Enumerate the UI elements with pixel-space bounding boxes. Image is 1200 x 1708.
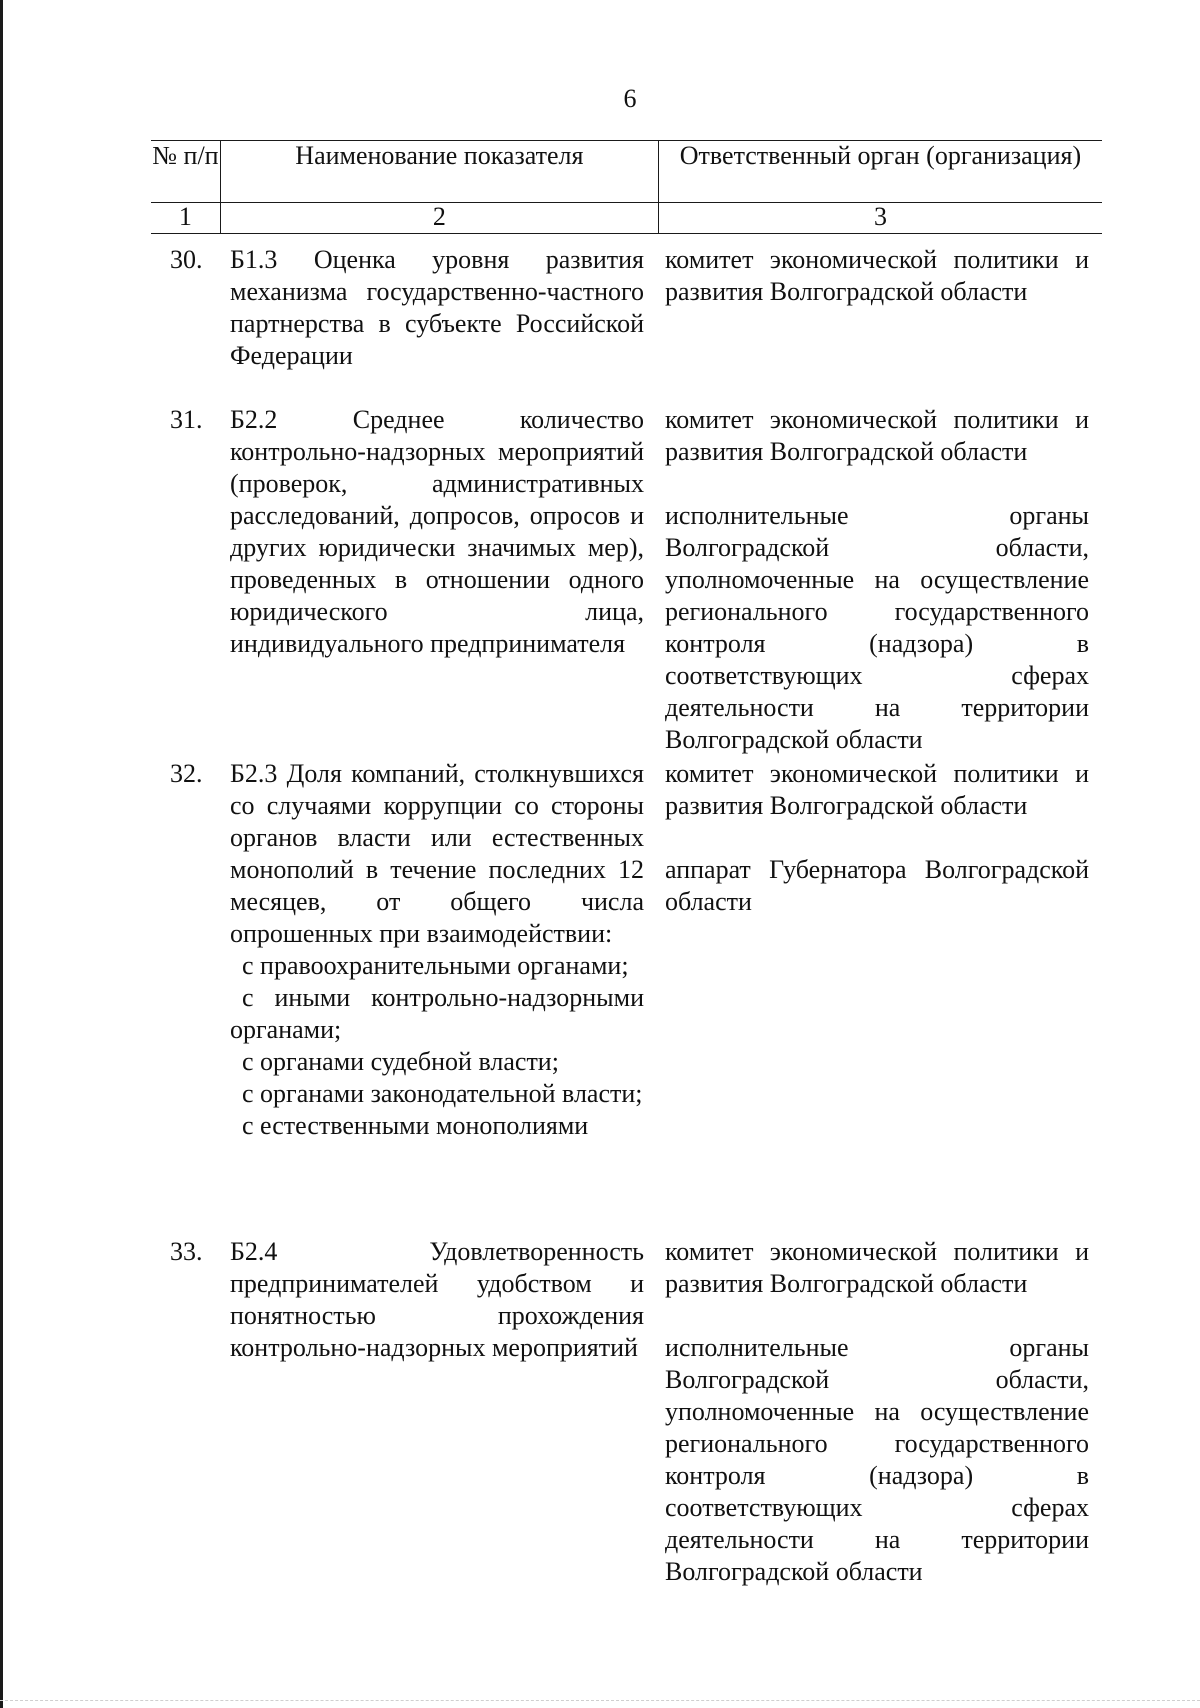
header-col-responsible-index: 3 bbox=[658, 203, 1102, 234]
indicator-text: Б2.3 Доля компаний, столкнувшихся со случаями коррупции со стороны органов власти или естественных монополий в течение последних 12 месяцев, от общего числа опрошенных при взаимодействии: bbox=[230, 759, 644, 948]
responsible-text: аппарат Губернатора Волгоградской области bbox=[665, 855, 1089, 916]
sub-item: с органами судебной власти; bbox=[242, 1047, 559, 1076]
page-number: 6 bbox=[623, 84, 637, 113]
header-col-responsible: Ответственный орган (организация) bbox=[658, 141, 1102, 203]
row-number: 32. bbox=[170, 759, 203, 788]
header-col-indicator-index: 2 bbox=[220, 203, 658, 234]
responsible-body bbox=[665, 1236, 1089, 1588]
sub-item: с правоохранительными органами; bbox=[242, 951, 629, 980]
header-col-indicator: Наименование показателя bbox=[220, 141, 658, 203]
page-bottom-edge bbox=[0, 1700, 1200, 1702]
page-edge bbox=[0, 0, 3, 1708]
row-number: 31. bbox=[170, 405, 203, 434]
responsible-text: комитет экономической политики и развития Волгоградской области bbox=[665, 405, 1089, 466]
responsible-text: комитет экономической политики и развития Волгоградской области bbox=[665, 245, 1089, 306]
responsible-text: комитет экономической политики и развития Волгоградской области bbox=[665, 759, 1089, 820]
indicator-name bbox=[230, 1236, 644, 1364]
indicator-text: Б2.4 Удовлетворенность предпринимателей удобством и понятностью прохождения контрольно-надзорных мероприятий bbox=[230, 1237, 644, 1362]
indicator-name bbox=[230, 758, 644, 1142]
indicator-text: Б2.2 Среднее количество контрольно-надзорных мероприятий (проверок, административных расследований, допросов, опросов и других юридически значимых мер), проведенных в отношении одного юридического лица, индивидуального предпринимателя bbox=[230, 405, 644, 658]
indicator-name bbox=[230, 404, 644, 660]
indicator-text: Б1.3 Оценка уровня развития механизма государственно-частного партнерства в субъекте Российской Федерации bbox=[230, 245, 644, 370]
sub-item: с иными контрольно-надзорными органами; bbox=[230, 983, 644, 1044]
header-col-number-index: 1 bbox=[151, 203, 220, 234]
row-number: 30. bbox=[170, 245, 203, 274]
responsible-body bbox=[665, 758, 1089, 918]
row-number: 33. bbox=[170, 1237, 203, 1266]
responsible-body bbox=[665, 244, 1089, 308]
indicator-name bbox=[230, 244, 644, 372]
header-col-number: № п/п bbox=[151, 141, 220, 203]
responsible-text: исполнительные органы Волгоградской области, уполномоченные на осуществление регионального государственного контроля (надзора) в соответствующих сферах деятельности на территории Волгоградской области bbox=[665, 501, 1089, 754]
sub-item: с органами законодательной власти; bbox=[242, 1079, 643, 1108]
responsible-text: исполнительные органы Волгоградской области, уполномоченные на осуществление регионального государственного контроля (надзора) в соответствующих сферах деятельности на территории Волгоградской области bbox=[665, 1333, 1089, 1586]
table-header bbox=[151, 140, 1102, 234]
responsible-body bbox=[665, 404, 1089, 756]
responsible-text: комитет экономической политики и развития Волгоградской области bbox=[665, 1237, 1089, 1298]
sub-item: с естественными монополиями bbox=[242, 1111, 589, 1140]
